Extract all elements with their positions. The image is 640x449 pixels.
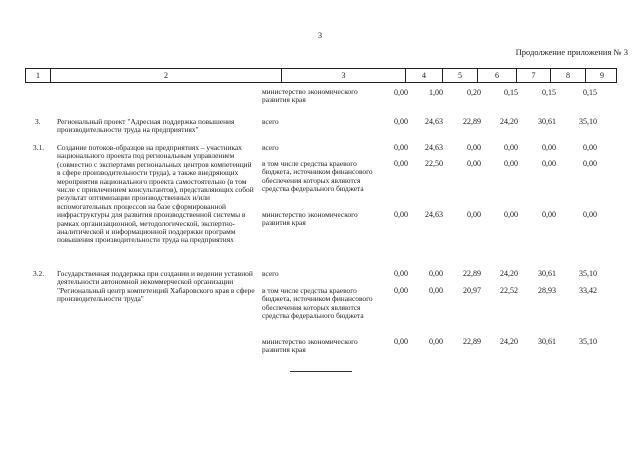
header-col-5: 5: [443, 69, 478, 82]
row-value: 0,00: [467, 210, 481, 219]
row-value: 0,00: [429, 337, 443, 346]
row-value: 0,00: [467, 143, 481, 152]
row-value: 0,00: [467, 159, 481, 168]
header-col-3: 3: [282, 69, 406, 82]
row-value: 0,00: [504, 159, 518, 168]
row-name-text: Государственная поддержка при создании и ведении уставной деятельности автономной некоммерческой организации "Региональный центр компетенций Хабаровского края в сфере производительности труда": [57, 269, 255, 304]
row-value: 0,00: [429, 286, 443, 295]
row-value: 28,93: [538, 286, 556, 295]
row-source-text: всего: [262, 117, 279, 126]
row-value: 0,00: [394, 210, 408, 219]
row-value: 0,15: [542, 88, 556, 97]
header-col-7: 7: [517, 69, 551, 82]
row-value: 0,00: [583, 210, 597, 219]
header-col-8: 8: [551, 69, 586, 82]
row-value: 22,50: [425, 159, 443, 168]
row-value: 22,89: [463, 269, 481, 278]
header-col-6: 6: [478, 69, 517, 82]
row-value: 24,20: [500, 337, 518, 346]
row-value: 0,20: [467, 88, 481, 97]
row-value: 1,00: [429, 88, 443, 97]
row-value: 24,20: [500, 117, 518, 126]
row-number: 3.2.: [33, 269, 45, 278]
row-value: 0,00: [583, 143, 597, 152]
row-value: 0,00: [542, 210, 556, 219]
row-value: 24,20: [500, 269, 518, 278]
row-value: 0,00: [504, 210, 518, 219]
row-value: 22,89: [463, 337, 481, 346]
row-value: 30,61: [538, 269, 556, 278]
row-source-text: министерство экономического развития края: [262, 210, 358, 228]
header-col-1: 1: [26, 69, 51, 82]
row-value: 35,10: [579, 269, 597, 278]
row-value: 0,00: [542, 159, 556, 168]
row-value: 35,10: [579, 337, 597, 346]
row-value: 0,00: [542, 143, 556, 152]
row-source-text: всего: [262, 269, 279, 278]
header-col-9: 9: [600, 71, 604, 80]
row-value: 24,63: [425, 143, 443, 152]
row-value: 22,89: [463, 117, 481, 126]
row-value: 0,00: [429, 269, 443, 278]
row-value: 0,00: [394, 269, 408, 278]
row-value: 22,52: [500, 286, 518, 295]
row-value: 35,10: [579, 117, 597, 126]
row-name-text: Региональный проект "Адресная поддержка повышения производительности труда на предприятиях": [57, 117, 235, 135]
row-value: 0,00: [394, 337, 408, 346]
row-value: 20,97: [463, 286, 481, 295]
row-value: 0,00: [394, 88, 408, 97]
row-value: 0,00: [583, 159, 597, 168]
row-value: 30,61: [538, 337, 556, 346]
row-value: 33,42: [579, 286, 597, 295]
row-value: 24,63: [425, 117, 443, 126]
row-source-text: в том числе средства краевого бюджета, источником финансового обеспечения которых являются средства федерального бюджета: [262, 159, 373, 194]
page-number: 3: [317, 30, 323, 40]
row-value: 24,63: [425, 210, 443, 219]
row-value: 0,00: [394, 159, 408, 168]
row-value: 0,15: [583, 88, 597, 97]
row-value: 0,00: [394, 117, 408, 126]
closing-separator-line: [290, 371, 352, 372]
row-number: 3.: [35, 117, 41, 126]
row-value: 0,00: [504, 143, 518, 152]
header-col-2: 2: [51, 69, 282, 82]
row-value: 30,61: [538, 117, 556, 126]
header-col-4: 4: [406, 69, 443, 82]
row-source-text: всего: [262, 143, 279, 152]
appendix-continuation-note: Продолжение приложения № 3: [515, 47, 628, 57]
row-value: 0,15: [504, 88, 518, 97]
row-source-text: министерство экономического развития края: [262, 87, 358, 105]
row-number: 3.1.: [33, 143, 45, 152]
row-value: 0,00: [394, 286, 408, 295]
table-header-row: [25, 68, 617, 83]
row-source-text: в том числе средства краевого бюджета, источником финансового обеспечения которых являются средства федерального бюджета: [262, 286, 373, 321]
row-source-text: министерство экономического развития края: [262, 337, 358, 355]
row-name-text: Создание потоков-образцов на предприятиях – участниках национального проекта под региональным управлением (совместно с экспертами региональных центров компетенций в сфере производительности труда), а также внедряющих мероприятия национального проекта самостоятельно (в том числе с привлечением консультантов), представляющих собой результат оптимизации производственных и/или вспомогательных процессов на базе сформированной инфраструктуры для развития производственной системы в рамках организационной, методологической, экспертно-аналитической и информационной поддержки программ повышения производительности труда на предприятиях: [57, 143, 254, 245]
row-value: 0,00: [394, 143, 408, 152]
